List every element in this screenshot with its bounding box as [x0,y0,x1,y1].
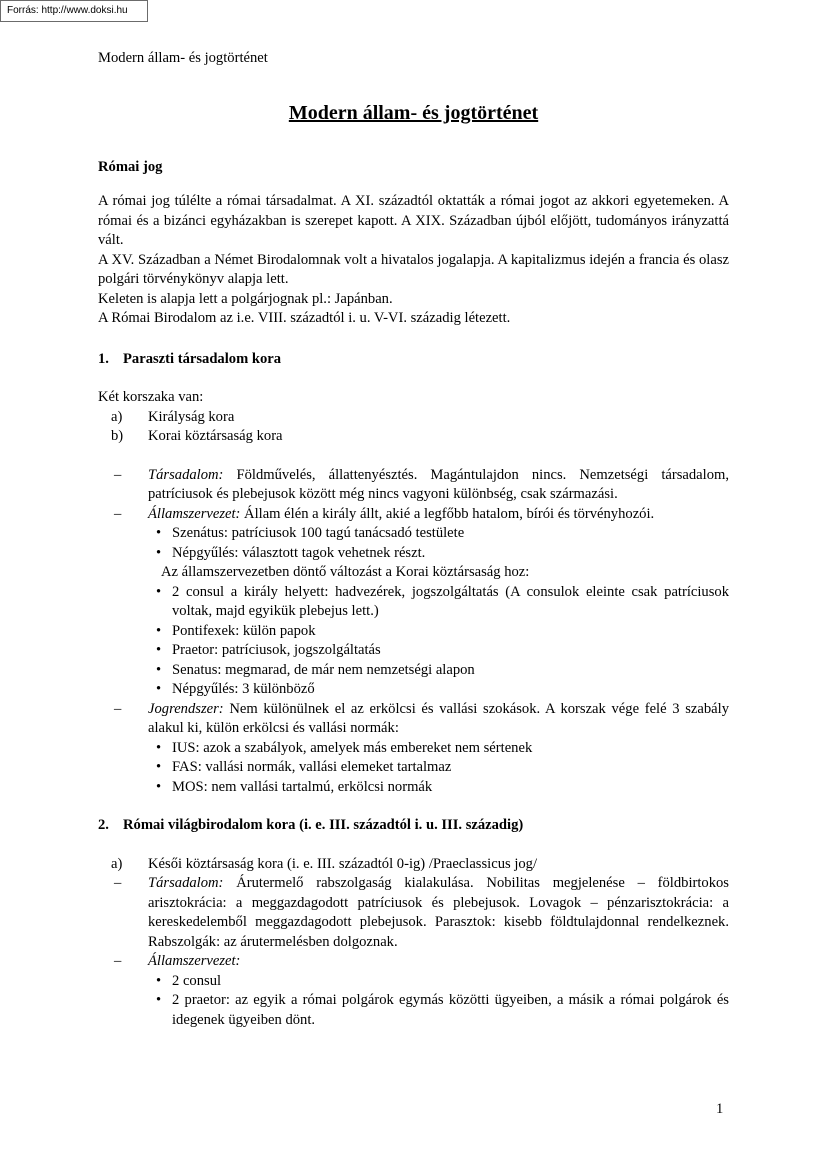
roman-law-intro [98,192,729,329]
bullet-item [148,661,729,681]
list-marker: a) [111,408,123,425]
section-title: Paraszti társadalom kora [123,350,282,367]
dash-item-allamszervezet-2 [98,952,729,1030]
list-text: Királyság kora [148,408,235,425]
note: Az államszervezetben döntő változást a Korai köztársaság hoz: [161,564,530,580]
list-text: Korai köztársaság kora [148,428,283,444]
dash-item-allamszervezet [98,505,729,700]
bullet-marker: • [156,992,162,1008]
bullet-item [148,991,729,1030]
dash-item-jogrendszer [98,700,729,798]
bullet-item [148,778,729,798]
bullet-marker: • [156,778,162,795]
bullet-item [148,524,729,544]
bullet-text: Senatus: megmarad, de már nem nemzetségi alapon [172,661,475,678]
bullet-marker: • [156,972,162,989]
item-text: Földművelés, állattenyésztés. Magántulajdon nincs. Nemzetségi társadalom, patríciusok és plebejusok között még nincs vagyoni különbség, csak származási. [148,466,729,502]
bullet-item [148,739,729,759]
source-badge: Forrás: http://www.doksi.hu [0,0,148,22]
paragraph: A római jog túlélte a római társadalmat. A XI. századtól oktatták a római jogot az akkori egyetemeken. A római és a bizánci egyházakban is szerepet kapott. A XIX. Században újból előjött, tudományos irányzattá vált. [98,193,729,248]
dash-marker: – [114,700,122,717]
item-text: Állam élén a király állt, akié a legfőbb hatalom, bírói és törvényhozói. [240,505,655,522]
section-number: 1. [98,350,109,367]
document-title: Modern állam- és jogtörténet [288,101,539,124]
document-page [98,49,729,1030]
item-label: Jogrendszer: [148,700,224,717]
running-header: Modern állam- és jogtörténet [98,50,268,66]
dash-item-tarsadalom-2 [98,874,729,952]
bullet-marker: • [156,759,162,775]
list-text: Késői köztársaság kora (i. e. III. századtól 0-ig) /Praeclassicus jog/ [148,855,538,872]
section-title: Római világbirodalom kora (i. e. III. századtól i. u. III. századig) [123,817,524,833]
paragraph: A XV. Században a Német Birodalomnak volt a hivatalos jogalapja. A kapitalizmus idején a francia és olasz polgári törvénykönyv alapja lett. [98,251,729,287]
section-heading-roman-law: Római jog [98,158,163,175]
bullet-item [148,758,729,778]
item-label: Társadalom: [148,466,224,483]
bullet-marker: • [156,525,162,541]
bullet-marker: • [156,544,162,561]
bullet-item [148,544,729,564]
bullet-text: 2 praetor: az egyik a római polgárok egymás közötti ügyeiben, a másik a római polgárok és idegenek ügyeiben dönt. [172,992,729,1028]
bullet-item [148,641,729,661]
section-number: 2. [98,817,109,833]
dash-marker: – [114,875,122,891]
section-heading-2 [98,816,729,836]
list-item [98,408,729,428]
list-item [98,427,729,447]
paragraph: A Római Birodalom az i.e. VIII. századtól i. u. V-VI. századig létezett. [98,310,511,326]
bullet-text: IUS: azok a szabályok, amelyek más embereket nem sértenek [172,739,533,756]
bullet-text: Pontifexek: külön papok [172,622,316,639]
dash-item-tarsadalom [98,466,729,505]
bullet-text: Szenátus: patríciusok 100 tagú tanácsadó testülete [172,525,465,541]
bullet-item [148,622,729,642]
item-label: Társadalom: [148,875,224,891]
bullet-text: Praetor: patríciusok, jogszolgáltatás [172,642,381,658]
section1-intro: Két korszaka van: [98,389,204,405]
bullet-marker: • [156,583,162,600]
list-marker: b) [111,428,124,444]
bullet-item [148,680,729,700]
bullet-text: MOS: nem vallási tartalmú, erkölcsi normák [172,778,433,795]
list-marker: a) [111,855,123,872]
bullet-marker: • [156,642,162,658]
bullet-text: Népgyűlés: választott tagok vehetnek részt. [172,544,426,561]
bullet-marker: • [156,661,162,678]
bullet-marker: • [156,622,162,639]
bullet-text: 2 consul [172,972,222,989]
bullet-item [148,583,729,622]
list-item [98,855,729,875]
item-text: Nem különülnek el az erkölcsi és vallási szokások. A korszak vége felé 3 szabály alakul ki, külön erkölcsi és vallási normák: [148,700,729,736]
bullet-marker: • [156,681,162,697]
bullet-text: FAS: vallási normák, vallási elemeket tartalmaz [172,759,452,775]
item-label: Államszervezet: [148,505,241,522]
bullet-text: Népgyűlés: 3 különböző [172,681,315,697]
bullet-item [148,972,729,992]
dash-marker: – [114,505,122,522]
page-number: 1 [716,1101,724,1117]
dash-marker: – [114,953,122,969]
item-label: Államszervezet: [148,953,241,969]
paragraph: Keleten is alapja lett a polgárjognak pl.: Japánban. [98,290,393,307]
bullet-marker: • [156,739,162,756]
item-text: Árutermelő rabszolgaság kialakulása. Nobilitas megjelenése – földbirtokos arisztokrácia: a meggazdagodott patríciusok és plebejusok. Lovagok – pénzarisztokrácia: a kereskedelemből meggazdagodott plebejusok. Parasztok: kisebb földtulajdonnal rendelkeznek. Rabszolgák: az árutermelésben dolgoznak. [148,875,729,950]
dash-marker: – [114,466,122,483]
section-heading-1 [98,350,729,370]
bullet-text: 2 consul a király helyett: hadvezérek, jogszolgáltatás (A consulok eleinte csak patríciusok voltak, majd egyikük plebejus lett.) [172,583,729,619]
